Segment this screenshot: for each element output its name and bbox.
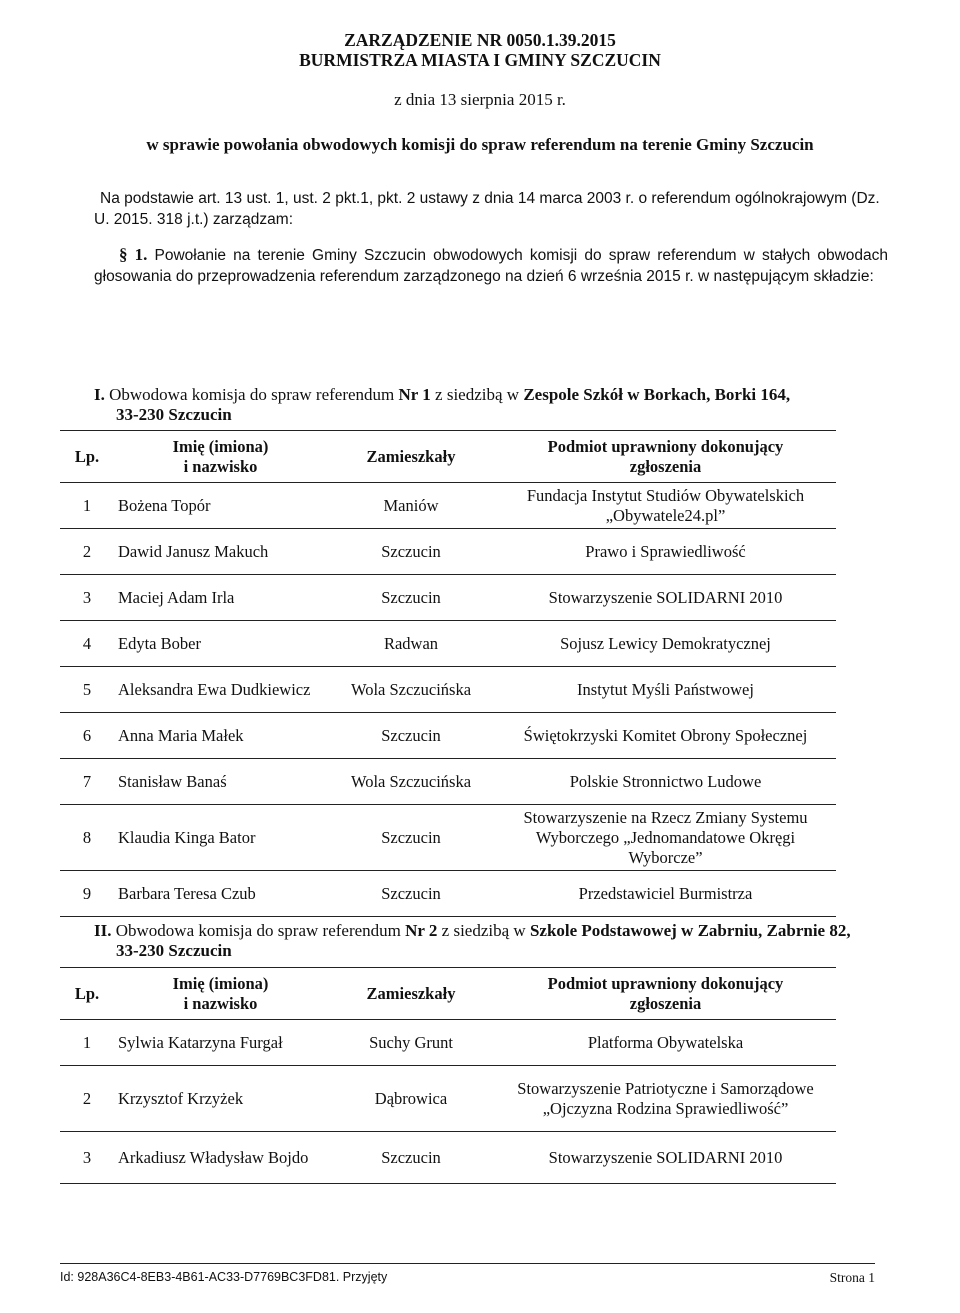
legal-basis-paragraph: Na podstawie art. 13 ust. 1, ust. 2 pkt.1, pkt. 2 ustawy z dnia 14 marca 2003 r. o referendum ogólnokrajowym (Dz. U. 2015. 318 j.t.) zarządzam: (94, 190, 880, 228)
commission-numeral: II. (94, 921, 112, 940)
page-number: Strona 1 (829, 1270, 875, 1285)
row-lp: 3 (60, 575, 114, 621)
commission-1-heading (94, 385, 890, 425)
row-lp: 5 (60, 667, 114, 713)
row-city: Szczucin (327, 529, 495, 575)
commission-intro: Obwodowa komisja do spraw referendum (109, 385, 395, 404)
row-name: Anna Maria Małek (114, 713, 327, 759)
header-city: Zamieszkały (327, 968, 495, 1020)
table-row (60, 759, 836, 805)
row-city: Szczucin (327, 575, 495, 621)
row-name: Edyta Bober (114, 621, 327, 667)
row-name: Sylwia Katarzyna Furgał (114, 1020, 327, 1066)
section-marker: § 1. (119, 245, 148, 264)
header-city: Zamieszkały (327, 431, 495, 483)
row-org: Świętokrzyski Komitet Obrony Społecznej (495, 713, 836, 759)
header-lp: Lp. (60, 968, 114, 1020)
row-lp: 1 (60, 1020, 114, 1066)
row-lp: 8 (60, 805, 114, 871)
header-name: Imię (imiona) i nazwisko (114, 968, 327, 1020)
row-city: Szczucin (327, 1132, 495, 1184)
commission-2-heading (94, 921, 890, 961)
row-name: Arkadiusz Władysław Bojdo (114, 1132, 327, 1184)
commission-intro: Obwodowa komisja do spraw referendum (115, 921, 401, 940)
commission-2-table (60, 967, 836, 1184)
table-row (60, 1066, 836, 1132)
header-org: Podmiot uprawniony dokonujący zgłoszenia (495, 968, 836, 1020)
commission-seat: Zespole Szkół w Borkach, Borki 164, (523, 385, 791, 404)
table-row (60, 871, 836, 917)
table-row (60, 483, 836, 529)
document-date: z dnia 13 sierpnia 2015 r. (394, 90, 566, 109)
row-org: Przedstawiciel Burmistrza (495, 871, 836, 917)
table-row (60, 529, 836, 575)
row-lp: 3 (60, 1132, 114, 1184)
row-name: Dawid Janusz Makuch (114, 529, 327, 575)
row-city: Wola Szczucińska (327, 759, 495, 805)
header-lp: Lp. (60, 431, 114, 483)
commission-seat: Szkole Podstawowej w Zabrniu, Zabrnie 82, (529, 921, 851, 940)
row-lp: 2 (60, 1066, 114, 1132)
row-name: Krzysztof Krzyżek (114, 1066, 327, 1132)
commission-postcode: 33-230 Szczucin (116, 405, 232, 424)
commission-1-table (60, 430, 836, 917)
table-row (60, 575, 836, 621)
row-lp: 1 (60, 483, 114, 529)
commission-number: Nr 1 (398, 385, 431, 404)
document-title: ZARZĄDZENIE NR 0050.1.39.2015 (344, 30, 616, 50)
commission-number: Nr 2 (405, 921, 438, 940)
issuer-title: BURMISTRZA MIASTA I GMINY SZCZUCIN (299, 50, 661, 70)
row-org: Instytut Myśli Państwowej (495, 667, 836, 713)
commission-seat-intro: z siedzibą w (441, 921, 526, 940)
header-org: Podmiot uprawniony dokonujący zgłoszenia (495, 431, 836, 483)
table-header-row (60, 968, 836, 1020)
row-city: Szczucin (327, 871, 495, 917)
row-org: Stowarzyszenie SOLIDARNI 2010 (495, 1132, 836, 1184)
row-name: Aleksandra Ewa Dudkiewicz (114, 667, 327, 713)
commission-postcode: 33-230 Szczucin (116, 941, 232, 960)
document-id: Id: 928A36C4-8EB3-4B61-AC33-D7769BC3FD81. Przyjęty (60, 1270, 388, 1284)
row-org: Platforma Obywatelska (495, 1020, 836, 1066)
row-lp: 9 (60, 871, 114, 917)
row-city: Szczucin (327, 805, 495, 871)
table-row (60, 713, 836, 759)
table-row (60, 1132, 836, 1184)
section-1-text: Powołanie na terenie Gminy Szczucin obwodowych komisji do spraw referendum w stałych obwodach głosowania do przeprowadzenia referendum zarządzonego na dzień 6 września 2015 r. w następującym składzie: (94, 247, 889, 285)
row-name: Bożena Topór (114, 483, 327, 529)
table-row (60, 621, 836, 667)
row-city: Radwan (327, 621, 495, 667)
row-org: Prawo i Sprawiedliwość (495, 529, 836, 575)
row-lp: 7 (60, 759, 114, 805)
row-org: Sojusz Lewicy Demokratycznej (495, 621, 836, 667)
row-lp: 4 (60, 621, 114, 667)
row-org: Polskie Stronnictwo Ludowe (495, 759, 836, 805)
row-city: Szczucin (327, 713, 495, 759)
row-city: Dąbrowica (327, 1066, 495, 1132)
row-org: Fundacja Instytut Studiów Obywatelskich „Obywatele24.pl” (495, 483, 836, 529)
header-name: Imię (imiona) i nazwisko (114, 431, 327, 483)
table-row (60, 667, 836, 713)
row-org: Stowarzyszenie SOLIDARNI 2010 (495, 575, 836, 621)
section-1-paragraph (94, 244, 888, 287)
row-name: Stanisław Banaś (114, 759, 327, 805)
row-name: Maciej Adam Irla (114, 575, 327, 621)
row-city: Maniów (327, 483, 495, 529)
row-name: Klaudia Kinga Bator (114, 805, 327, 871)
row-org: Stowarzyszenie na Rzecz Zmiany Systemu Wyborczego „Jednomandatowe Okręgi Wyborcze” (495, 805, 836, 871)
row-city: Wola Szczucińska (327, 667, 495, 713)
page-footer (60, 1263, 875, 1285)
table-row (60, 1020, 836, 1066)
table-row (60, 805, 836, 871)
row-city: Suchy Grunt (327, 1020, 495, 1066)
document-subject: w sprawie powołania obwodowych komisji do spraw referendum na terenie Gminy Szczucin (146, 135, 814, 154)
commission-numeral: I. (94, 385, 105, 404)
table-header-row (60, 431, 836, 483)
row-lp: 2 (60, 529, 114, 575)
row-lp: 6 (60, 713, 114, 759)
row-org: Stowarzyszenie Patriotyczne i Samorządowe „Ojczyzna Rodzina Sprawiedliwość” (495, 1066, 836, 1132)
commission-seat-intro: z siedzibą w (435, 385, 520, 404)
row-name: Barbara Teresa Czub (114, 871, 327, 917)
